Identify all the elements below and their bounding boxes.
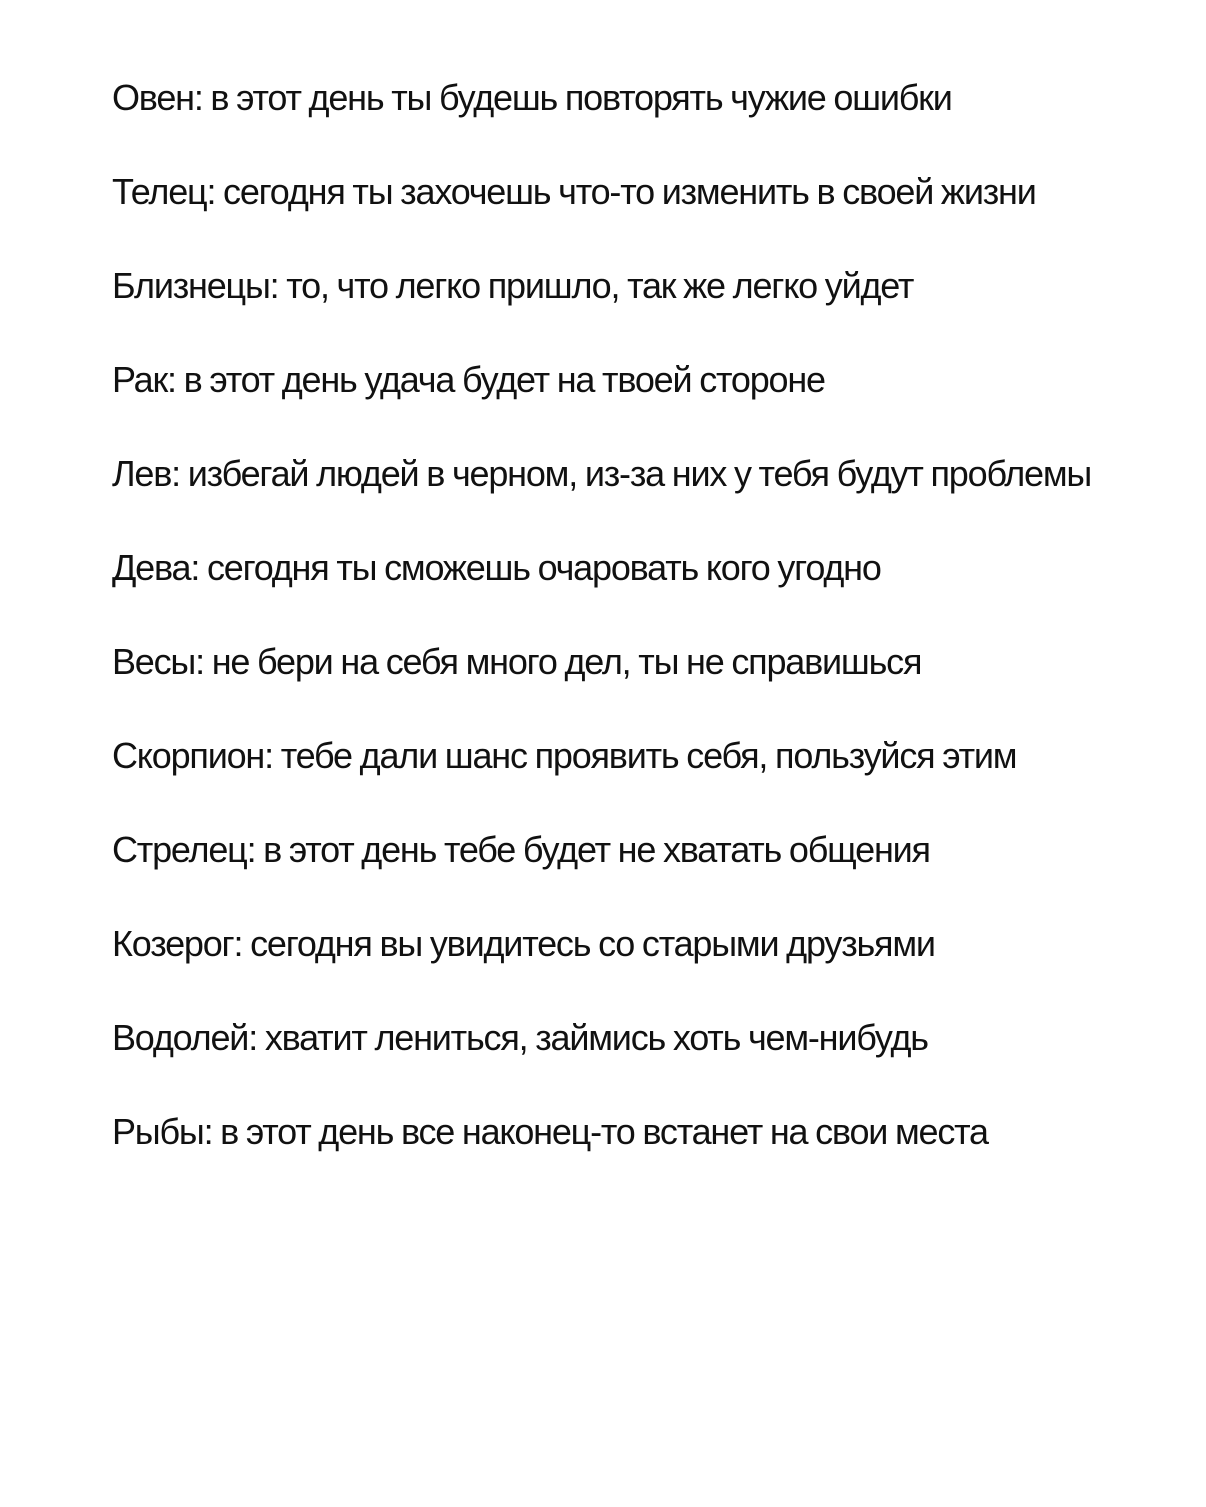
horoscope-entry-libra: Весы: не бери на себя много дел, ты не справишься [112, 641, 922, 682]
horoscope-entry-cancer: Рак: в этот день удача будет на твоей стороне [112, 359, 825, 400]
horoscope-entry-sagittarius: Стрелец: в этот день тебе будет не хватать общения [112, 829, 930, 870]
horoscope-entry-aquarius: Водолей: хватит лениться, займись хоть чем-нибудь [112, 1017, 928, 1058]
horoscope-entry-scorpio: Скорпион: тебе дали шанс проявить себя, пользуйся этим [112, 735, 1017, 776]
horoscope-entry-aries: Овен: в этот день ты будешь повторять чужие ошибки [112, 77, 952, 118]
horoscope-entry-capricorn: Козерог: сегодня вы увидитесь со старыми друзьями [112, 923, 935, 964]
horoscope-list [112, 74, 1112, 1155]
horoscope-entry-virgo: Дева: сегодня ты сможешь очаровать кого угодно [112, 547, 881, 588]
horoscope-entry-taurus: Телец: сегодня ты захочешь что-то изменить в своей жизни [112, 171, 1036, 212]
horoscope-entry-pisces: Рыбы: в этот день все наконец-то встанет на свои места [112, 1111, 988, 1152]
horoscope-entry-leo: Лев: избегай людей в черном, из-за них у тебя будут проблемы [112, 453, 1092, 494]
horoscope-entry-gemini: Близнецы: то, что легко пришло, так же легко уйдет [112, 265, 914, 306]
